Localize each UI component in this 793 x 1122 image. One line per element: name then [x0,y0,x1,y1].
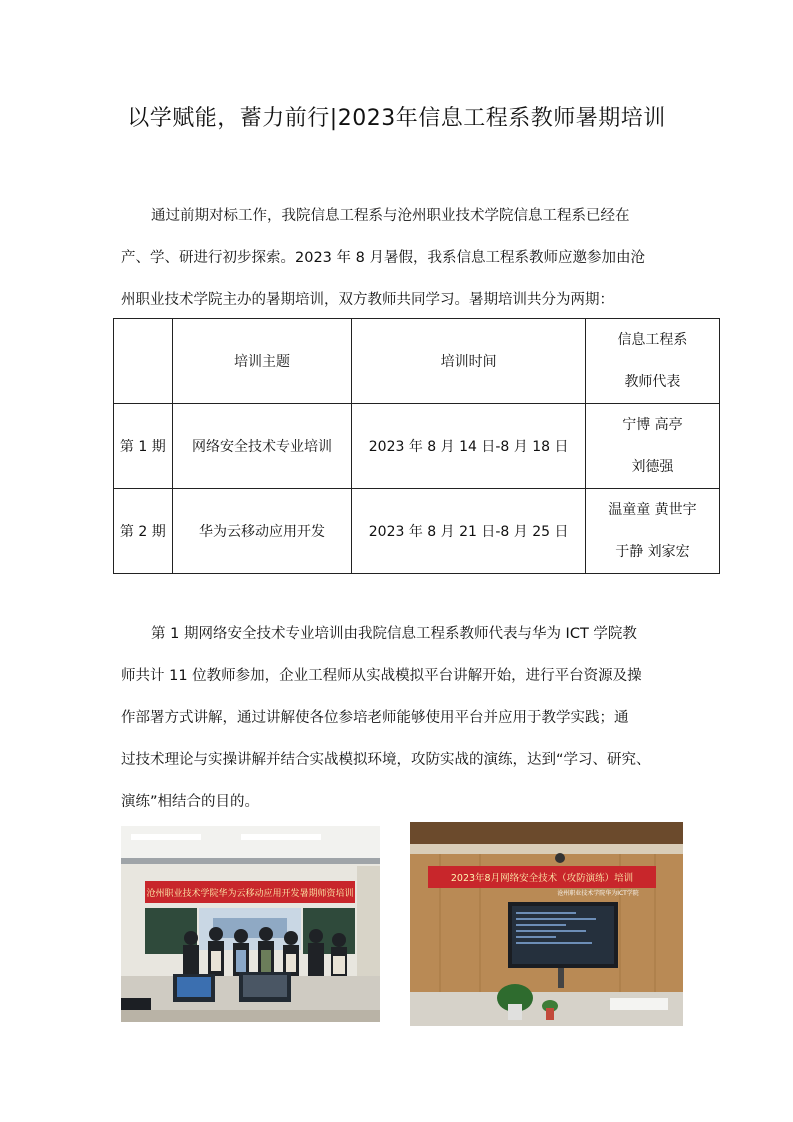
header-rep-line2: 教师代表 [624,374,681,390]
cell-topic: 网络安全技术专业培训 [172,404,352,489]
body-paragraph [121,613,681,823]
body-line: 过技术理论与实操讲解并结合实战模拟环境，攻防实战的演练，达到“学习、研究、 [121,752,651,768]
group-training-photo [121,826,380,1022]
header-time: 培训时间 [352,319,585,404]
body-line: 师共计 11 位教师参加，企业工程师从实战模拟平台讲解开始，进行平台资源及操 [121,668,642,684]
page-title: 以学赋能，蓄力前行|2023年信息工程系教师暑期培训 [127,106,666,131]
table-row [114,404,720,489]
cell-topic: 华为云移动应用开发 [172,489,352,574]
cell-time: 2023 年 8 月 21 日-8 月 25 日 [352,489,585,574]
header-topic: 培训主题 [172,319,352,404]
cell-period: 第 2 期 [114,489,173,574]
header-representatives [585,319,719,404]
security-training-room-photo [410,822,683,1026]
cell-representatives [585,404,719,489]
rep-line2: 于静 刘家宏 [615,544,690,560]
photo2-banner-text: 2023年8月网络安全技术（攻防演练）培训 [450,873,634,884]
header-period [114,319,173,404]
photo2-subbanner-text: 沧州职业技术学院华为ICT学院 [557,890,639,897]
body-line: 第 1 期网络安全技术专业培训由我院信息工程系教师代表与华为 ICT 学院教 [151,626,637,642]
rep-line1: 温童童 黄世宇 [608,502,697,518]
cell-time: 2023 年 8 月 14 日-8 月 18 日 [352,404,585,489]
cell-representatives [585,489,719,574]
intro-paragraph [121,195,681,321]
table-header-row [114,319,720,404]
intro-line: 州职业技术学院主办的暑期培训，双方教师共同学习。暑期培训共分为两期： [121,292,614,308]
training-schedule-table [113,318,720,574]
cell-period: 第 1 期 [114,404,173,489]
rep-line2: 刘德强 [631,459,674,475]
rep-line1: 宁博 高亭 [622,417,683,433]
body-line: 演练”相结合的目的。 [121,794,260,810]
header-rep-line1: 信息工程系 [617,332,688,348]
photo1-banner-text: 沧州职业技术学院华为云移动应用开发暑期师资培训 [146,889,354,899]
table-row [114,489,720,574]
intro-line: 通过前期对标工作，我院信息工程系与沧州职业技术学院信息工程系已经在 [151,208,630,224]
body-line: 作部署方式讲解，通过讲解使各位参培老师能够使用平台并应用于教学实践；通 [121,710,629,726]
intro-line: 产、学、研进行初步探索。2023 年 8 月暑假，我系信息工程系教师应邀参加由沧 [121,250,645,266]
